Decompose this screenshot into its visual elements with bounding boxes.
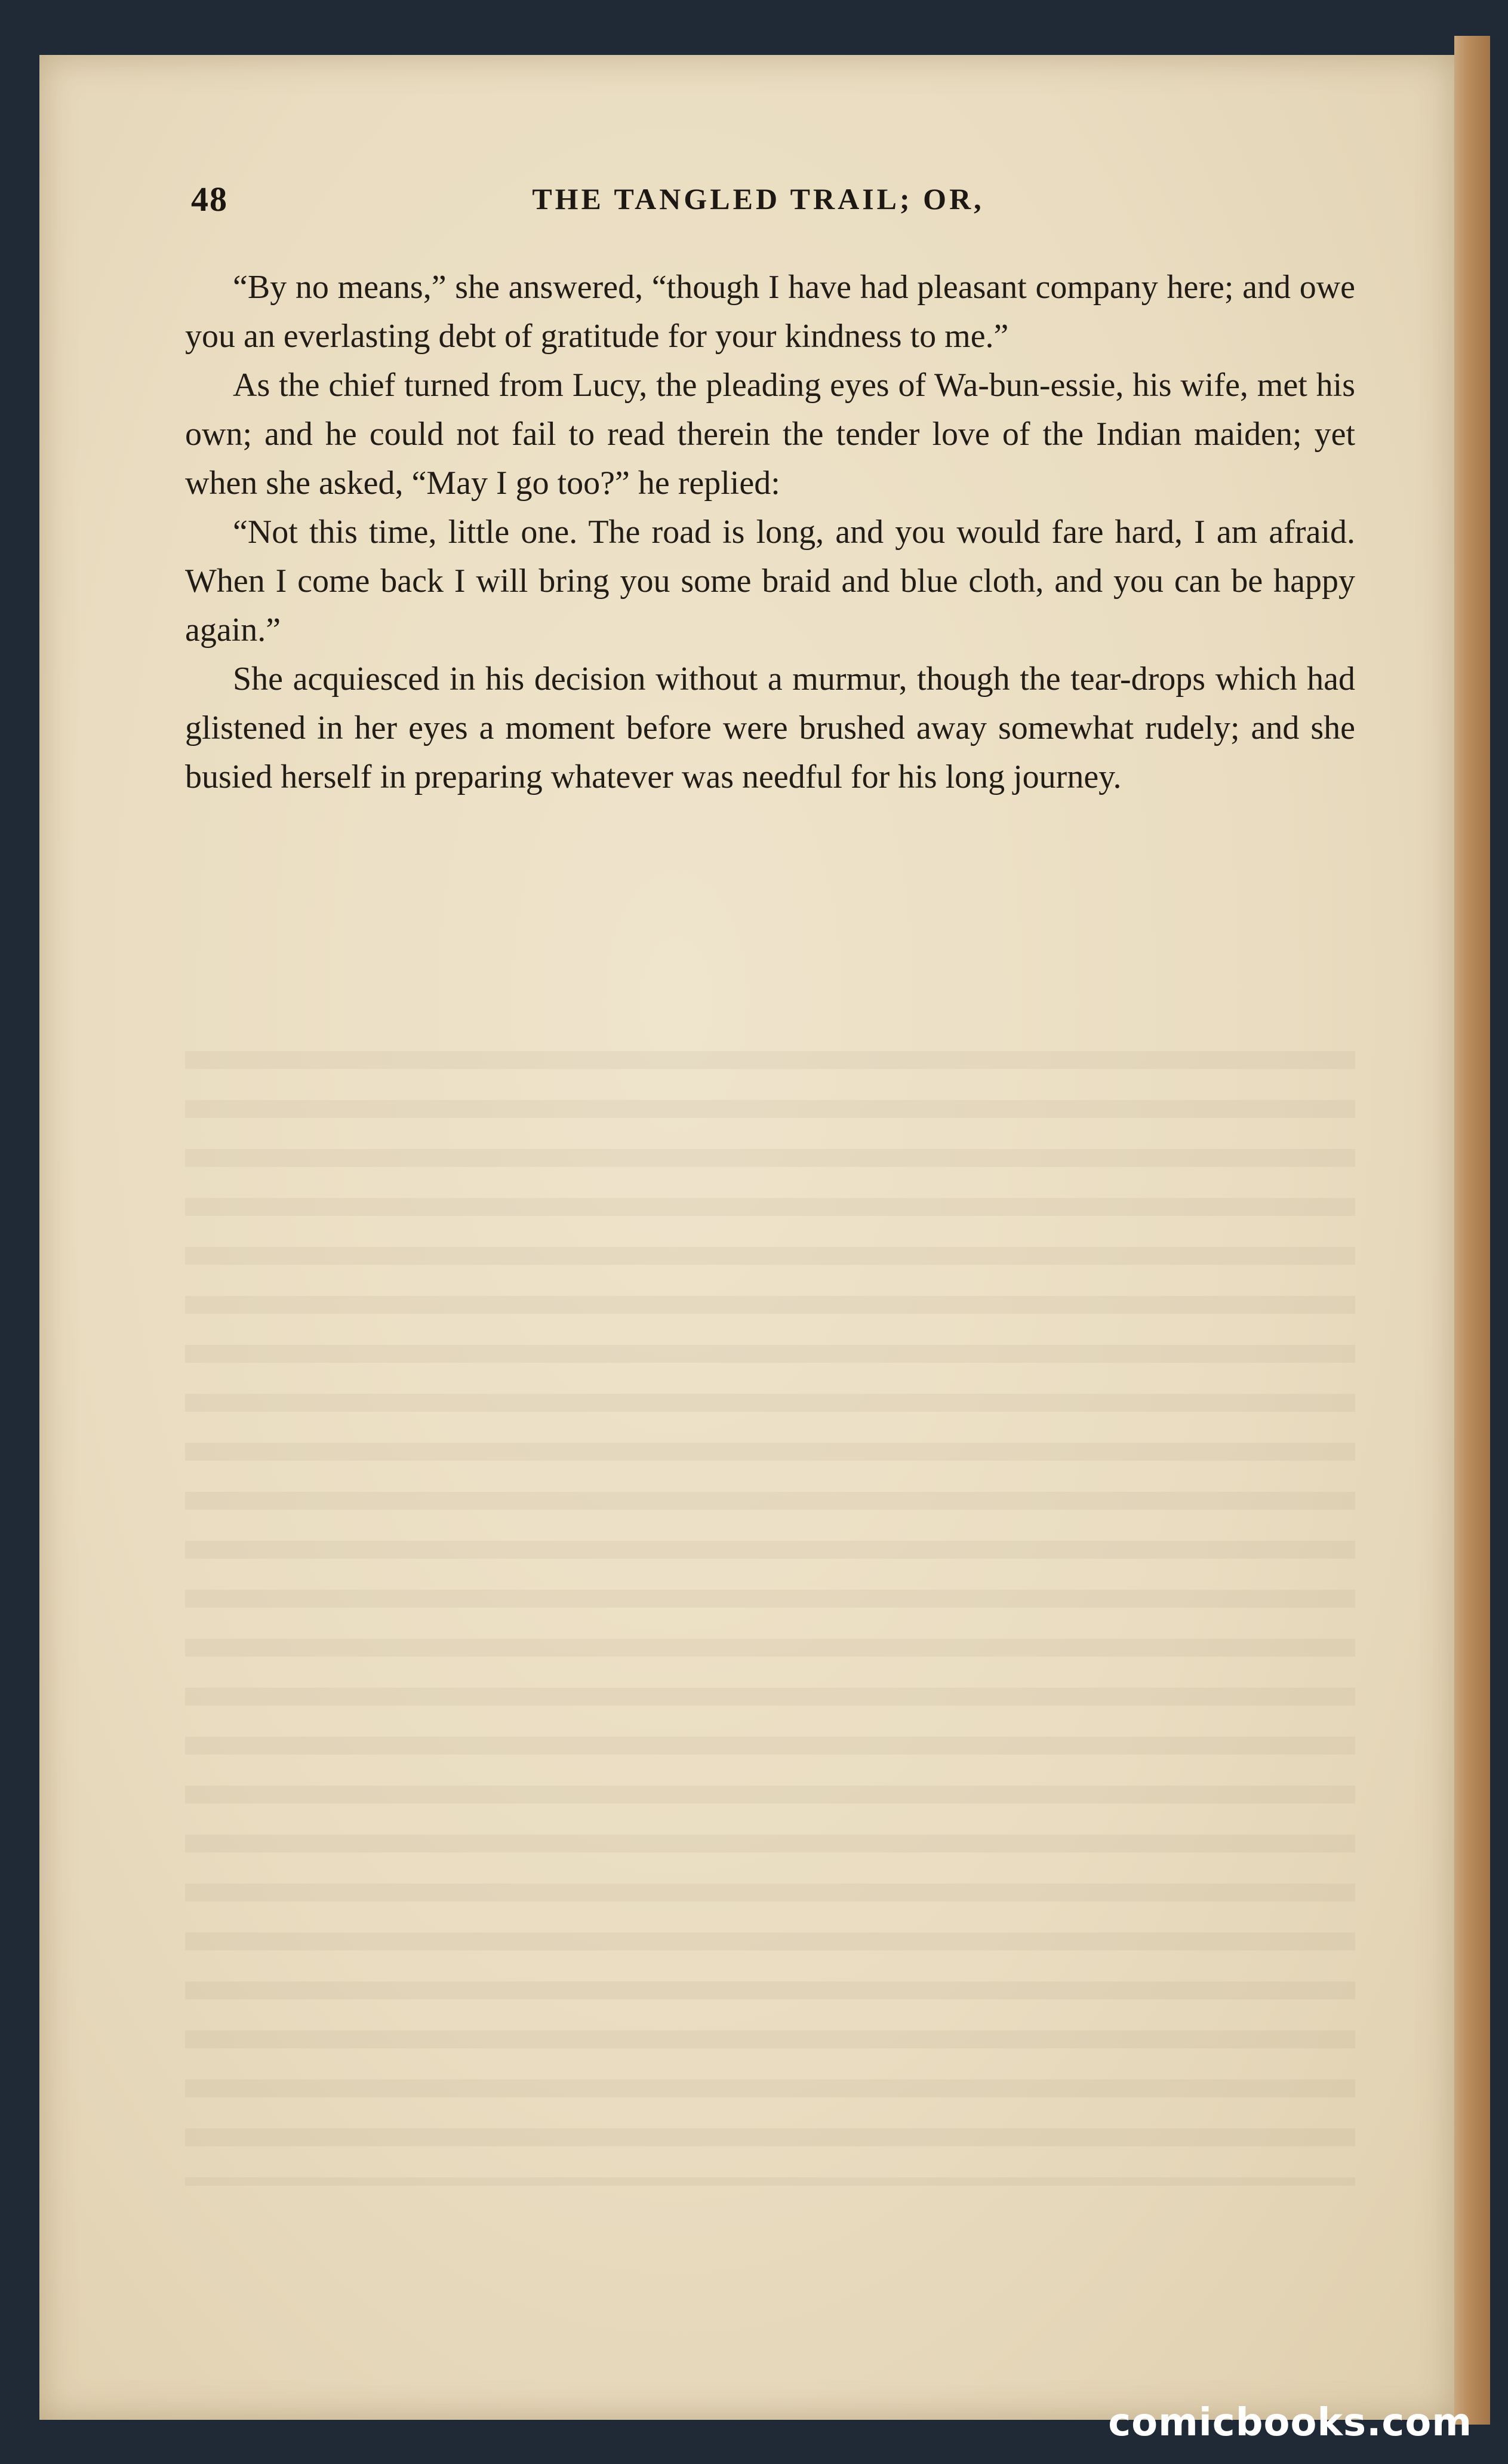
bleed-through-texture	[185, 1051, 1355, 2186]
watermark: comicbooks.com	[1108, 2401, 1472, 2445]
paragraph: “By no means,” she answered, “though I have had pleasant company here; and owe you an everlasting debt of gratitude for your kindness to me.”	[185, 269, 1355, 355]
paragraph: As the chief turned from Lucy, the pleading eyes of Wa-bun-essie, his wife, met his own; and he could not fail to read therein the tender love of the Indian maiden; yet when she asked, “May I go too?” he replied:	[185, 367, 1355, 502]
paragraph: She acquiesced in his decision without a murmur, though the tear-drops which had glistened in her eyes a moment before were brushed away somewhat rudely; and she busied herself in preparing whatever was needful for his long journey.	[185, 660, 1355, 795]
page-number: 48	[191, 180, 228, 219]
body-text	[185, 263, 1355, 801]
page-edge	[1454, 36, 1490, 2425]
running-head	[143, 179, 1373, 233]
running-title: THE TANGLED TRAIL; OR,	[532, 182, 984, 216]
paragraph: “Not this time, little one. The road is long, and you would fare hard, I am afraid. When I come back I will bring you some braid and blue cloth, and you can be happy again.”	[185, 514, 1355, 649]
